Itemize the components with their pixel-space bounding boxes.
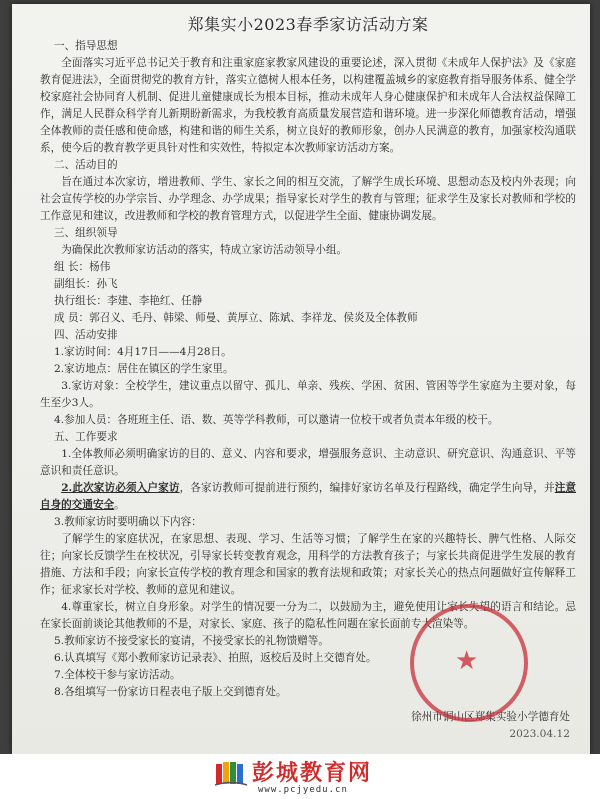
requirement-6: 6.认真填写《郑小教师家访记录表》、拍照，返校后及时上交德育处。: [54, 652, 377, 664]
leader-line: 组 长：杨伟: [54, 261, 111, 273]
document-body: [40, 14, 576, 754]
executive-line: 执行组长：李建、李艳红、任静: [54, 295, 203, 307]
requirement-2-emphasis-2: 注意自身的交通安全: [40, 482, 577, 511]
arrangement-3: 3.家访对象：全校学生，建议重点以留守、孤儿、单亲、残疾、学困、贫困、管困等学生家庭为主要对象，每生至少3人。: [40, 380, 576, 409]
section-intro-3: 为确保此次教师家访活动的落实，特成立家访活动领导小组。: [61, 244, 348, 256]
section-body-2: 旨在通过本次家访，增进教师、学生、家长之间的相互交流，了解学生成长环境、思想动态及校内外表现；向社会宣传学校的办学宗旨、办学理念、办学成果；指导家长对学生的教育与管理；征求学生及家长对教师和学校的工作意见和建议，改进教师和学校的教育管理方式，以促进学生全面、健康协调发展。: [40, 176, 576, 222]
section-body-1: 全面落实习近平总书记关于教育和注重家庭家教家风建设的重要论述，深入贯彻《未成年人保护法》及《家庭教育促进法》，全面贯彻党的教育方针，落实立德树人根本任务，以构建覆盖城乡的家庭教育指导服务体系、健全学校家庭社会协同育人机制、促进儿童健康成长为根本目标，推动未成年人身心健康保护和未成年人合法权益保障工作，满足人民群众科学育儿新期盼新需求，为我校教育高质量发展营造和谐环境。进一步深化师德教育活动，增强全体教师的责任感和使命感，构建和谐的师生关系，树立良好的教师形象，创办人民满意的教育，加强家校沟通联系，使今后的教育教学更具针对性和实效性，特拟定本次教师家访活动方案。: [40, 57, 576, 154]
seal-star-icon: ★: [455, 646, 479, 676]
members-line: 成 员：郭召义、毛丹、韩梁、师曼、黄厚立、陈斌、李祥龙、侯炎及全体教师: [54, 312, 418, 324]
requirement-4: 4.尊重家长，树立自身形象。对学生的情况要一分为二，以鼓励为主，避免使用让家长失望的语言和结论。忌在家长面前谈论其他教师的不是，对家长、家庭、孩子的隐私性问题在家长面前专大渲染等。: [40, 601, 576, 630]
section-heading-1: 一、指导思想: [54, 40, 118, 52]
section-heading-2: 二、活动目的: [54, 159, 118, 171]
arrangement-2: 2.家访地点：居住在镇区的学生家里。: [54, 363, 234, 375]
requirement-2-text: ，各家访教师可提前进行预约，编排好家访名单及行程路线，确定学生向导，并: [179, 482, 555, 494]
section-heading-3: 三、组织领导: [54, 227, 118, 239]
requirement-2: [40, 480, 576, 514]
document-title: 郑集实小2023春季家访活动方案: [187, 15, 429, 34]
open-book-logo-icon: [214, 758, 248, 788]
site-logo-text: 彭城教育网: [252, 761, 373, 786]
site-url: www.pcjyedu.cn: [258, 785, 348, 795]
requirement-3-body: 了解学生的家庭状况，在家思想、表现、学习、生活等习惯；了解学生在家的兴趣特长、脾气性格、人际交往；向家长反馈学生在校状况，引导家长转变教育观念，用科学的方法教育孩子；与家长共商促进学生发展的教育措施、方法和手段；向家长宣传学校的教育理念和国家的教育法规和政策；对家长关心的热点问题做好宣传解释工作；征求家长对学校、教师的意见和建议。: [40, 533, 576, 596]
requirement-1: 1.全体教师必须明确家访的目的、意义、内容和要求，增强服务意识、主动意识、研究意识、沟通意识、平等意识和责任意识。: [40, 448, 576, 477]
watermark-footer: [0, 754, 600, 799]
requirement-3: 3.教师家访时要明确以下内容：: [54, 516, 202, 528]
requirement-8: 8.各组填写一份家访日程表电子版上交到德育处。: [54, 686, 287, 698]
document-page: [12, 4, 590, 754]
signature-line: 徐州市铜山区郑集实验小学德育处: [411, 711, 570, 723]
section-heading-5: 五、工作要求: [54, 431, 118, 443]
requirement-2-emphasis-1: 2.此次家访必须入户家访: [61, 482, 180, 494]
requirement-2-end: 。: [114, 499, 125, 511]
date-line: 2023.04.12: [509, 728, 570, 740]
arrangement-4: 4.参加人员：各班班主任、语、数、英等学科教师，可以邀请一位校干或者负责本年级的校干。: [54, 414, 499, 426]
section-heading-4: 四、活动安排: [54, 329, 118, 341]
requirement-7: 7.全体校干参与家访活动。: [54, 669, 181, 681]
requirement-5: 5.教师家访不接受家长的宴请，不接受家长的礼物馈赠等。: [54, 635, 329, 647]
vice-leader-line: 副组长：孙飞: [54, 278, 118, 290]
arrangement-1: 1.家访时间：4月17日——4月28日。: [54, 346, 232, 358]
